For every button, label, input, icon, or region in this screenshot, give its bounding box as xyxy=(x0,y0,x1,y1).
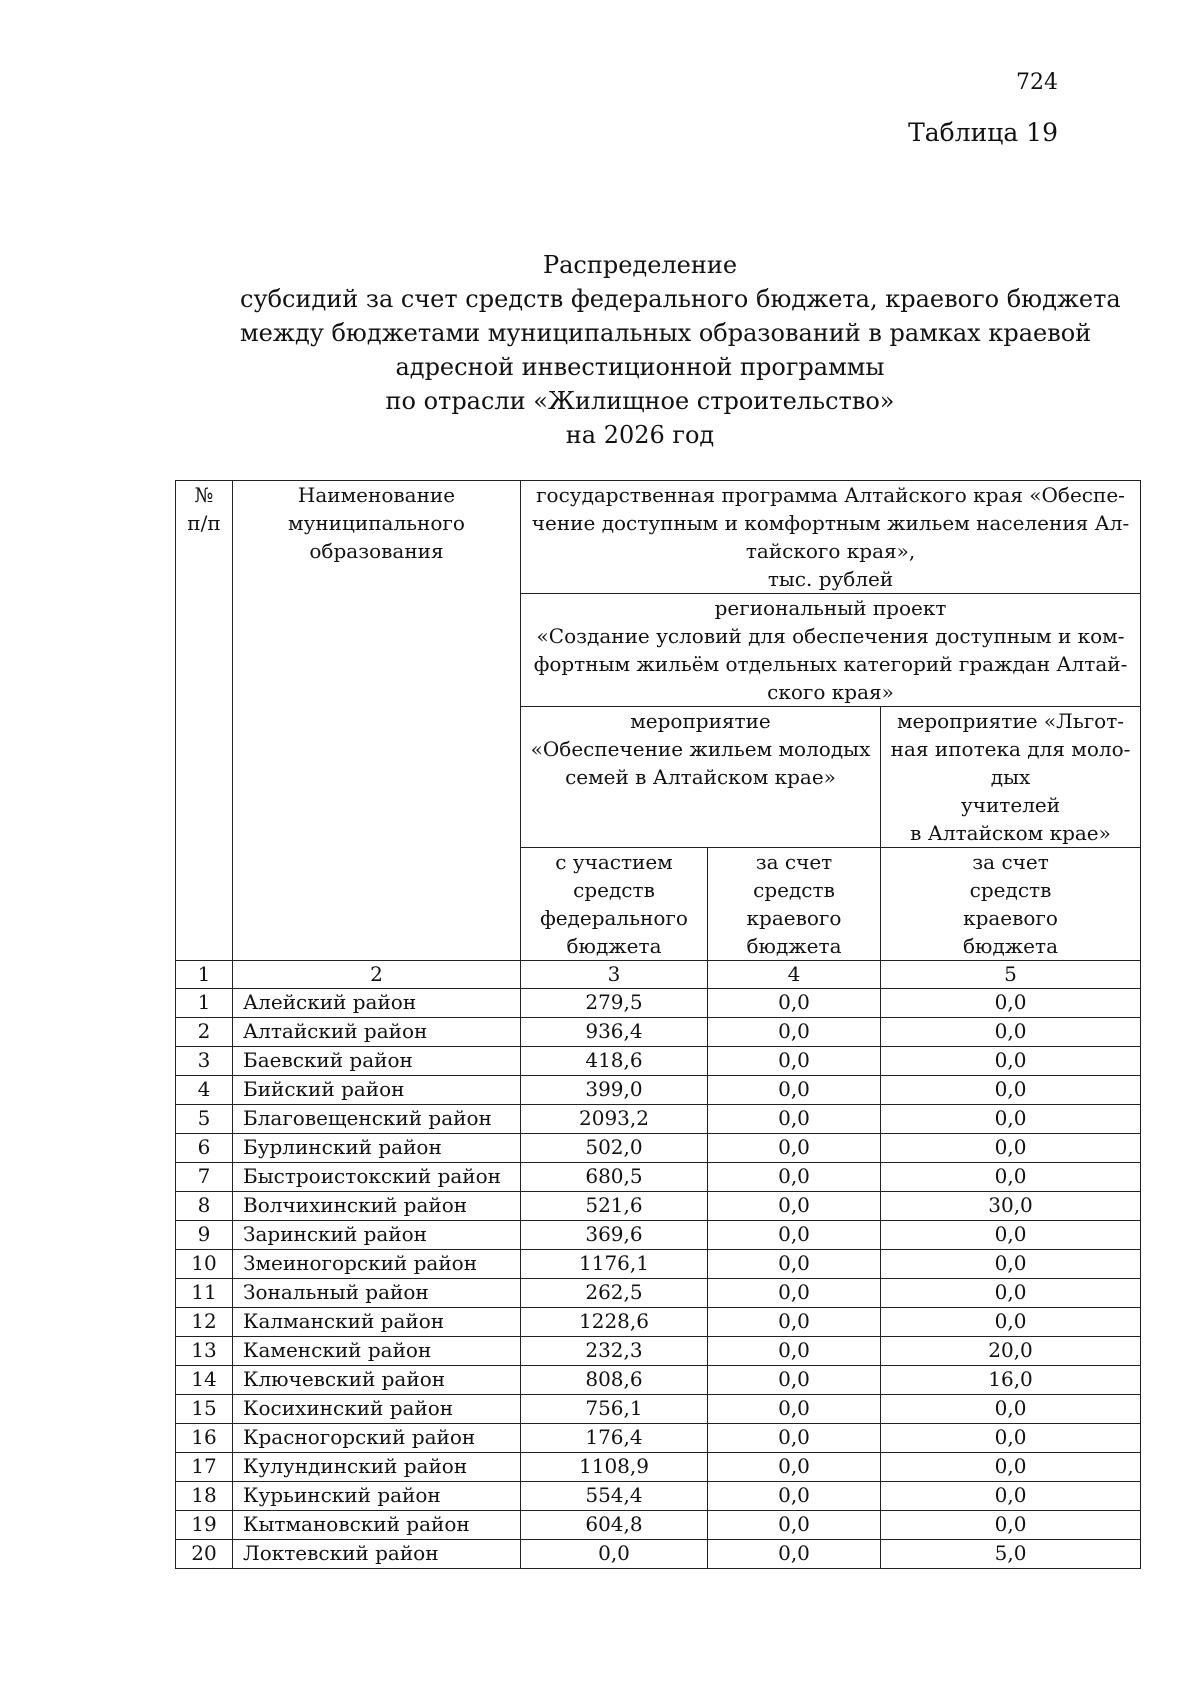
regional-amount-young-families: 0,0 xyxy=(708,1424,881,1453)
table-row xyxy=(176,1134,1141,1163)
header-name xyxy=(233,481,521,961)
district-name: Каменский район xyxy=(233,1337,521,1366)
header-text: муниципального xyxy=(288,511,465,535)
table-row xyxy=(176,1105,1141,1134)
header-text: средств xyxy=(573,878,655,902)
table-row xyxy=(176,1453,1141,1482)
regional-amount-teachers: 0,0 xyxy=(881,1105,1141,1134)
district-name: Кулундинский район xyxy=(233,1453,521,1482)
table-row xyxy=(176,1192,1141,1221)
table-row xyxy=(176,1395,1141,1424)
table-row xyxy=(176,1540,1141,1569)
header-col4 xyxy=(708,848,881,961)
row-number: 11 xyxy=(176,1279,233,1308)
row-number: 20 xyxy=(176,1540,233,1569)
federal-amount: 176,4 xyxy=(521,1424,708,1453)
federal-amount: 279,5 xyxy=(521,989,708,1018)
header-text: «Обеспечение жильем молодых xyxy=(530,737,871,761)
regional-amount-young-families: 0,0 xyxy=(708,1163,881,1192)
row-number: 10 xyxy=(176,1250,233,1279)
regional-amount-young-families: 0,0 xyxy=(708,1482,881,1511)
row-number: 8 xyxy=(176,1192,233,1221)
row-number: 1 xyxy=(176,989,233,1018)
district-name: Ключевский район xyxy=(233,1366,521,1395)
header-text: государственная программа Алтайского края «Обеспе- xyxy=(536,483,1125,507)
header-text: учителей xyxy=(960,793,1061,817)
row-number: 4 xyxy=(176,1076,233,1105)
header-text: дых xyxy=(990,765,1031,789)
district-name: Кытмановский район xyxy=(233,1511,521,1540)
header-text: № xyxy=(194,483,214,507)
federal-amount: 418,6 xyxy=(521,1047,708,1076)
table-row xyxy=(176,1018,1141,1047)
header-text: мероприятие xyxy=(630,709,771,733)
row-number: 13 xyxy=(176,1337,233,1366)
district-name: Быстроистокский район xyxy=(233,1163,521,1192)
federal-amount: 369,6 xyxy=(521,1221,708,1250)
header-program xyxy=(521,481,1141,594)
table-row xyxy=(176,1511,1141,1540)
district-name: Бийский район xyxy=(233,1076,521,1105)
regional-amount-young-families: 0,0 xyxy=(708,1105,881,1134)
header-text: п/п xyxy=(187,511,221,535)
header-text: федерального xyxy=(540,906,688,930)
table-row xyxy=(176,1047,1141,1076)
table-row xyxy=(176,1076,1141,1105)
header-col3 xyxy=(521,848,708,961)
district-name: Змеиногорский район xyxy=(233,1250,521,1279)
row-number: 5 xyxy=(176,1105,233,1134)
district-name: Волчихинский район xyxy=(233,1192,521,1221)
column-number: 1 xyxy=(176,961,233,989)
regional-amount-teachers: 0,0 xyxy=(881,1453,1141,1482)
title-line: между бюджетами муниципальных образований в рамках краевой xyxy=(240,319,1092,347)
column-number: 3 xyxy=(521,961,708,989)
regional-amount-teachers: 0,0 xyxy=(881,1511,1141,1540)
federal-amount: 232,3 xyxy=(521,1337,708,1366)
header-col5 xyxy=(881,848,1141,961)
header-text: ная ипотека для моло- xyxy=(890,737,1131,761)
table-row xyxy=(176,1482,1141,1511)
regional-amount-young-families: 0,0 xyxy=(708,1250,881,1279)
header-text: образования xyxy=(309,539,444,563)
district-name: Заринский район xyxy=(233,1221,521,1250)
row-number: 12 xyxy=(176,1308,233,1337)
table-row xyxy=(176,1308,1141,1337)
header-text: краевого xyxy=(746,906,842,930)
subsidy-table xyxy=(175,480,1141,1569)
regional-amount-young-families: 0,0 xyxy=(708,1395,881,1424)
page-number: 724 xyxy=(1016,70,1058,95)
district-name: Калманский район xyxy=(233,1308,521,1337)
header-text: чение доступным и комфортным жильем населения Ал- xyxy=(531,511,1130,535)
regional-amount-teachers: 0,0 xyxy=(881,1250,1141,1279)
regional-amount-young-families: 0,0 xyxy=(708,1337,881,1366)
federal-amount: 2093,2 xyxy=(521,1105,708,1134)
header-event-young-families xyxy=(521,707,881,848)
regional-amount-teachers: 0,0 xyxy=(881,1018,1141,1047)
row-number: 6 xyxy=(176,1134,233,1163)
regional-amount-teachers: 0,0 xyxy=(881,1308,1141,1337)
regional-amount-young-families: 0,0 xyxy=(708,1134,881,1163)
regional-amount-teachers: 0,0 xyxy=(881,1482,1141,1511)
header-text: бюджета xyxy=(746,934,842,958)
row-number: 2 xyxy=(176,1018,233,1047)
federal-amount: 0,0 xyxy=(521,1540,708,1569)
column-number: 2 xyxy=(233,961,521,989)
header-row xyxy=(176,481,1141,594)
title-line: по отрасли «Жилищное строительство» xyxy=(385,387,895,415)
header-text: Наименование xyxy=(297,483,456,507)
regional-amount-young-families: 0,0 xyxy=(708,1279,881,1308)
federal-amount: 1228,6 xyxy=(521,1308,708,1337)
header-text: за счет xyxy=(972,850,1049,874)
regional-amount-young-families: 0,0 xyxy=(708,1018,881,1047)
regional-amount-young-families: 0,0 xyxy=(708,1308,881,1337)
regional-amount-teachers: 0,0 xyxy=(881,1221,1141,1250)
federal-amount: 554,4 xyxy=(521,1482,708,1511)
header-text: средств xyxy=(753,878,835,902)
table-row xyxy=(176,1163,1141,1192)
federal-amount: 808,6 xyxy=(521,1366,708,1395)
regional-amount-teachers: 0,0 xyxy=(881,1424,1141,1453)
regional-amount-teachers: 5,0 xyxy=(881,1540,1141,1569)
document-title xyxy=(240,248,1121,452)
header-text: бюджета xyxy=(963,934,1059,958)
header-text: бюджета xyxy=(566,934,662,958)
header-text: с участием xyxy=(555,850,673,874)
federal-amount: 502,0 xyxy=(521,1134,708,1163)
federal-amount: 936,4 xyxy=(521,1018,708,1047)
federal-amount: 680,5 xyxy=(521,1163,708,1192)
federal-amount: 1108,9 xyxy=(521,1453,708,1482)
federal-amount: 262,5 xyxy=(521,1279,708,1308)
regional-amount-teachers: 0,0 xyxy=(881,1395,1141,1424)
header-project xyxy=(521,594,1141,707)
federal-amount: 521,6 xyxy=(521,1192,708,1221)
table-row xyxy=(176,1337,1141,1366)
district-name: Алтайский район xyxy=(233,1018,521,1047)
regional-amount-teachers: 16,0 xyxy=(881,1366,1141,1395)
district-name: Косихинский район xyxy=(233,1395,521,1424)
row-number: 9 xyxy=(176,1221,233,1250)
row-number: 15 xyxy=(176,1395,233,1424)
row-number: 14 xyxy=(176,1366,233,1395)
regional-amount-young-families: 0,0 xyxy=(708,1366,881,1395)
header-text: фортным жильём отдельных категорий граждан Алтай- xyxy=(533,652,1128,676)
header-text: региональный проект xyxy=(714,596,947,620)
row-number: 18 xyxy=(176,1482,233,1511)
district-name: Алейский район xyxy=(233,989,521,1018)
table-row xyxy=(176,1250,1141,1279)
district-name: Локтевский район xyxy=(233,1540,521,1569)
header-text: ского края» xyxy=(767,680,894,704)
regional-amount-young-families: 0,0 xyxy=(708,1453,881,1482)
header-text: за счет xyxy=(755,850,833,874)
district-name: Бурлинский район xyxy=(233,1134,521,1163)
regional-amount-teachers: 20,0 xyxy=(881,1337,1141,1366)
header-text: средств xyxy=(969,878,1052,902)
table-row xyxy=(176,1221,1141,1250)
regional-amount-young-families: 0,0 xyxy=(708,1192,881,1221)
federal-amount: 399,0 xyxy=(521,1076,708,1105)
regional-amount-young-families: 0,0 xyxy=(708,1047,881,1076)
federal-amount: 604,8 xyxy=(521,1511,708,1540)
regional-amount-teachers: 0,0 xyxy=(881,1047,1141,1076)
row-number: 7 xyxy=(176,1163,233,1192)
header-text: «Создание условий для обеспечения доступным и ком- xyxy=(536,624,1125,648)
regional-amount-teachers: 0,0 xyxy=(881,1134,1141,1163)
district-name: Благовещенский район xyxy=(233,1105,521,1134)
header-text: тыс. рублей xyxy=(767,567,894,591)
district-name: Зональный район xyxy=(233,1279,521,1308)
regional-amount-teachers: 0,0 xyxy=(881,1163,1141,1192)
regional-amount-teachers: 0,0 xyxy=(881,989,1141,1018)
regional-amount-young-families: 0,0 xyxy=(708,989,881,1018)
district-name: Баевский район xyxy=(233,1047,521,1076)
district-name: Курьинский район xyxy=(233,1482,521,1511)
column-number: 4 xyxy=(708,961,881,989)
table-row xyxy=(176,1424,1141,1453)
regional-amount-teachers: 0,0 xyxy=(881,1076,1141,1105)
federal-amount: 1176,1 xyxy=(521,1250,708,1279)
header-num xyxy=(176,481,233,961)
table-row xyxy=(176,989,1141,1018)
header-text: семей в Алтайском крае» xyxy=(565,765,836,789)
title-line: Распределение xyxy=(542,251,738,279)
regional-amount-young-families: 0,0 xyxy=(708,1076,881,1105)
header-text: краевого xyxy=(963,906,1058,930)
header-text: в Алтайском крае» xyxy=(910,821,1111,845)
federal-amount: 756,1 xyxy=(521,1395,708,1424)
title-line: на 2026 год xyxy=(565,421,715,449)
header-event-teachers-mortgage xyxy=(881,707,1141,848)
table-row xyxy=(176,1366,1141,1395)
table-label: Таблица 19 xyxy=(908,118,1058,147)
row-number: 16 xyxy=(176,1424,233,1453)
regional-amount-young-families: 0,0 xyxy=(708,1540,881,1569)
row-number: 3 xyxy=(176,1047,233,1076)
title-line: адресной инвестиционной программы xyxy=(395,353,885,381)
column-number-row xyxy=(176,961,1141,989)
row-number: 17 xyxy=(176,1453,233,1482)
header-text: тайского края», xyxy=(745,539,916,563)
regional-amount-teachers: 30,0 xyxy=(881,1192,1141,1221)
table-row xyxy=(176,1279,1141,1308)
column-number: 5 xyxy=(881,961,1141,989)
regional-amount-young-families: 0,0 xyxy=(708,1221,881,1250)
regional-amount-young-families: 0,0 xyxy=(708,1511,881,1540)
regional-amount-teachers: 0,0 xyxy=(881,1279,1141,1308)
row-number: 19 xyxy=(176,1511,233,1540)
district-name: Красногорский район xyxy=(233,1424,521,1453)
header-text: мероприятие «Льгот- xyxy=(896,709,1125,733)
title-line: субсидий за счет средств федерального бюджета, краевого бюджета xyxy=(240,285,1121,313)
